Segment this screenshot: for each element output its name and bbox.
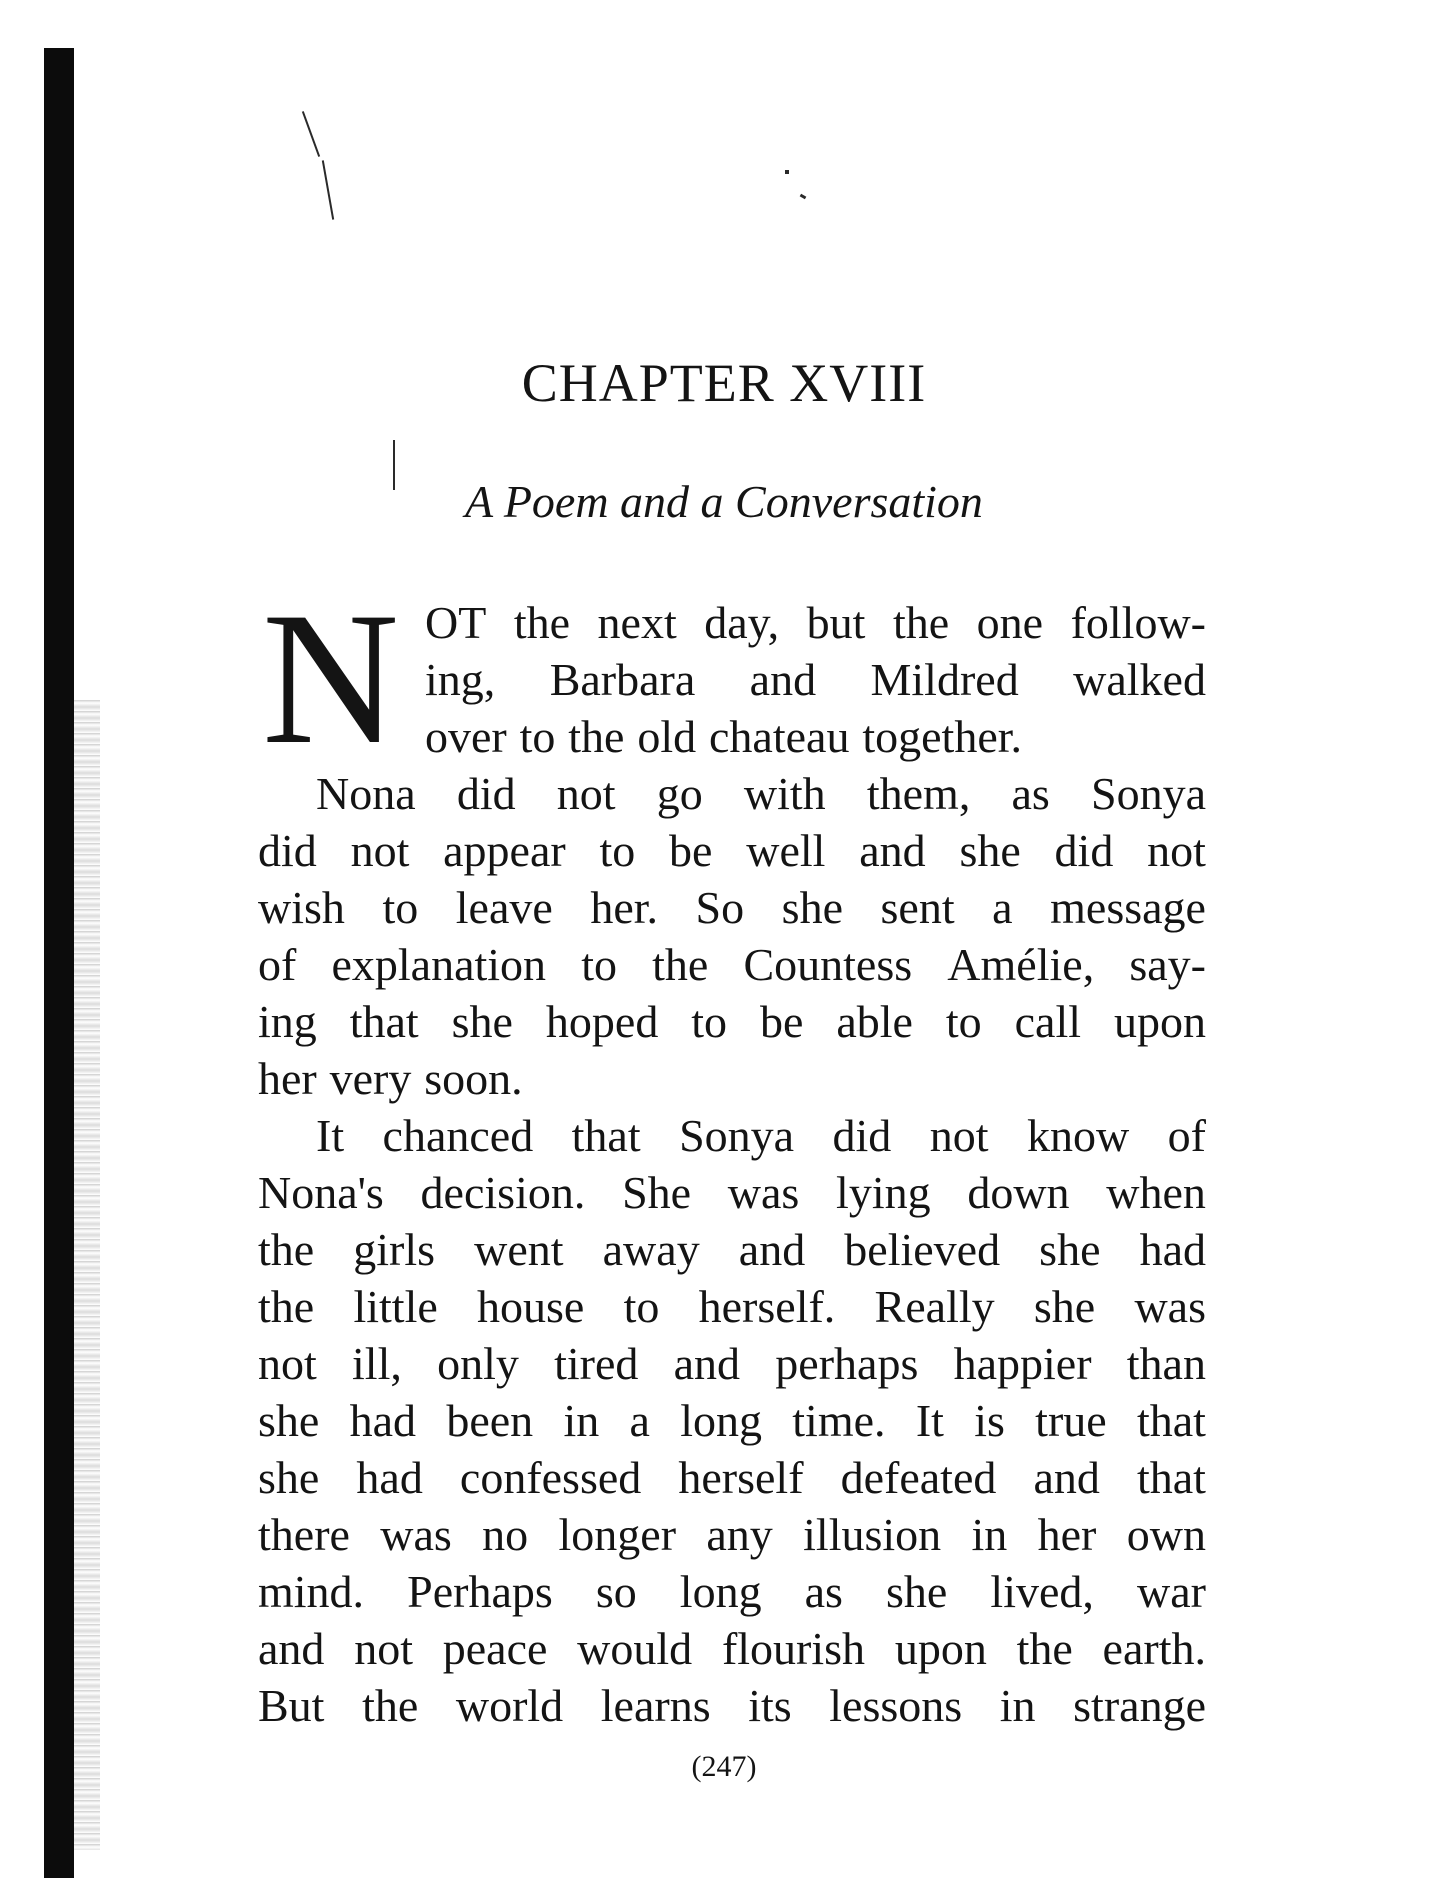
word: as (804, 1566, 843, 1617)
word: lessons (829, 1680, 963, 1731)
word: soon. (424, 1053, 523, 1104)
word: the (652, 939, 709, 990)
word: It (915, 1395, 944, 1446)
word: believed (844, 1224, 1001, 1275)
word: she (258, 1452, 320, 1503)
word: walked (1073, 654, 1206, 705)
scan-dust-mark (302, 111, 320, 157)
word: she (886, 1566, 948, 1617)
word: had (356, 1452, 423, 1503)
scan-dust-mark (322, 160, 334, 219)
word: a (629, 1395, 650, 1446)
word: to (519, 711, 556, 762)
word: there (258, 1509, 350, 1560)
word: when (1106, 1167, 1206, 1218)
text-line (258, 1677, 1206, 1734)
word: follow- (1070, 597, 1206, 648)
text-line (425, 594, 1206, 651)
word: did (832, 1110, 892, 1161)
word: to (599, 825, 636, 876)
word: would (577, 1623, 693, 1674)
text-line (258, 822, 1206, 879)
text-line (258, 1221, 1206, 1278)
word: house (477, 1281, 585, 1332)
word: leave (455, 882, 553, 933)
word: was (1134, 1281, 1206, 1332)
word: not (350, 825, 410, 876)
word: in (999, 1680, 1036, 1731)
word: that (1136, 1452, 1206, 1503)
word: had (349, 1395, 417, 1446)
word: Nona (316, 768, 416, 819)
text-line (258, 1107, 1206, 1164)
word: its (748, 1680, 792, 1731)
text-line (258, 1620, 1206, 1677)
word: went (474, 1224, 564, 1275)
word: Amélie, (947, 939, 1095, 990)
word: Sonya (1091, 768, 1206, 819)
word: flourish (721, 1623, 866, 1674)
word: decision. (420, 1167, 586, 1218)
word: she (1039, 1224, 1101, 1275)
word: time. (792, 1395, 886, 1446)
word: as (1011, 768, 1050, 819)
word: Perhaps (407, 1566, 553, 1617)
word: world (455, 1680, 564, 1731)
word: perhaps (775, 1338, 919, 1389)
word: well (746, 825, 826, 876)
word: lying (836, 1167, 931, 1218)
text-line (258, 1050, 1206, 1107)
chapter-title: CHAPTER XVIII (521, 353, 927, 413)
word: So (695, 882, 745, 933)
word: happier (953, 1338, 1092, 1389)
word: in (971, 1509, 1008, 1560)
word: she (1033, 1281, 1096, 1332)
word: and (738, 1224, 806, 1275)
word: she (451, 996, 513, 1047)
word: appear (443, 825, 566, 876)
word: a (992, 882, 1013, 933)
word: down (967, 1167, 1070, 1218)
word: any (706, 1509, 773, 1560)
word: Barbara (549, 654, 696, 705)
word: away (602, 1224, 700, 1275)
word: earth. (1102, 1623, 1206, 1674)
word: tired (554, 1338, 639, 1389)
word: old (637, 711, 697, 762)
scan-dust-mark (800, 194, 807, 200)
word: the (568, 711, 625, 762)
word: the (258, 1224, 315, 1275)
word: that (1136, 1395, 1206, 1446)
word: sent (880, 882, 955, 933)
word: is (974, 1395, 1005, 1446)
word: Sonya (679, 1110, 795, 1161)
word: she (781, 882, 843, 933)
word: Countess (743, 939, 913, 990)
word: Nona's (258, 1167, 384, 1218)
word: long (679, 1566, 762, 1617)
word: together. (862, 711, 1023, 762)
word: confessed (459, 1452, 642, 1503)
word: the (258, 1281, 315, 1332)
word: the (892, 597, 950, 648)
word: day, (704, 597, 780, 648)
word: the (513, 597, 571, 648)
text-line (258, 1392, 1206, 1449)
word: her (258, 1053, 317, 1104)
word: did (456, 768, 516, 819)
word: to (691, 996, 728, 1047)
word: that (571, 1110, 641, 1161)
word: OT (425, 597, 487, 648)
text-line (425, 651, 1206, 708)
word: next (597, 597, 677, 648)
word: lived, (990, 1566, 1094, 1617)
word: not (556, 768, 616, 819)
text-line (258, 1335, 1206, 1392)
word: upon (894, 1623, 987, 1674)
text-line (258, 936, 1206, 993)
word: not (258, 1338, 317, 1389)
word: with (743, 768, 826, 819)
word: and (258, 1623, 325, 1674)
word: But (258, 1680, 325, 1731)
text-line (258, 765, 1206, 822)
word: was (727, 1167, 800, 1218)
word: only (437, 1338, 519, 1389)
word: able (836, 996, 913, 1047)
word: little (353, 1281, 438, 1332)
word: did (1054, 825, 1114, 876)
word: It (316, 1110, 345, 1161)
word: chateau (709, 711, 850, 762)
word: longer (558, 1509, 677, 1560)
text-line (425, 708, 1206, 765)
word: of (258, 939, 297, 990)
word: know (1026, 1110, 1130, 1161)
word: of (1167, 1110, 1206, 1161)
text-line (258, 1164, 1206, 1221)
word: her. (590, 882, 659, 933)
word: very (329, 1053, 412, 1104)
word: illusion (803, 1509, 942, 1560)
word: She (622, 1167, 692, 1218)
word: not (354, 1623, 413, 1674)
word: mind. (258, 1566, 365, 1617)
word: defeated (840, 1452, 997, 1503)
word: and (673, 1338, 741, 1389)
opening-paragraph (258, 574, 1206, 784)
word: and (859, 825, 926, 876)
text-line (258, 1563, 1206, 1620)
scan-dust-mark (785, 170, 789, 174)
word: ill, (352, 1338, 402, 1389)
word: to (623, 1281, 660, 1332)
word: and (749, 654, 817, 705)
word: ing, (425, 654, 496, 705)
word: Mildred (870, 654, 1019, 705)
text-line (258, 993, 1206, 1050)
word: one (976, 597, 1044, 648)
word: peace (442, 1623, 548, 1674)
word: over (425, 711, 507, 762)
word: to (382, 882, 419, 933)
word: to (581, 939, 617, 990)
word: ing (258, 996, 317, 1047)
paragraph (258, 765, 1206, 1107)
word: be (759, 996, 804, 1047)
word: the (362, 1680, 419, 1731)
word: wish (258, 882, 345, 933)
scan-binding-edge (44, 48, 74, 1878)
body-text (258, 574, 1206, 1734)
word: long (680, 1395, 762, 1446)
word: not (929, 1110, 989, 1161)
word: her (1037, 1509, 1097, 1560)
word: explanation (331, 939, 547, 990)
word: hoped (545, 996, 659, 1047)
word: that (349, 996, 419, 1047)
chapter-subtitle: A Poem and a Conversation (465, 476, 983, 527)
word: herself (678, 1452, 804, 1503)
word: own (1126, 1509, 1206, 1560)
word: learns (600, 1680, 711, 1731)
text-line (258, 1506, 1206, 1563)
word: girls (353, 1224, 436, 1275)
word: than (1126, 1338, 1206, 1389)
text-line (258, 1449, 1206, 1506)
word: did (258, 825, 317, 876)
word: herself. (698, 1281, 836, 1332)
paragraph (258, 1107, 1206, 1734)
word: message (1050, 882, 1206, 933)
word: upon (1113, 996, 1206, 1047)
word: was (380, 1509, 452, 1560)
word: go (656, 768, 703, 819)
word: war (1136, 1566, 1206, 1617)
opening-lines (425, 594, 1206, 765)
word: been (446, 1395, 534, 1446)
word: them, (866, 768, 971, 819)
word: had (1139, 1224, 1206, 1275)
word: true (1035, 1395, 1107, 1446)
word: be (669, 825, 713, 876)
word: Really (874, 1281, 995, 1332)
word: so (595, 1566, 637, 1617)
word: say- (1129, 939, 1206, 990)
word: strange (1073, 1680, 1206, 1731)
word: the (1016, 1623, 1073, 1674)
word: chanced (382, 1110, 534, 1161)
text-line (258, 879, 1206, 936)
word: in (563, 1395, 600, 1446)
word: no (482, 1509, 529, 1560)
word: she (959, 825, 1021, 876)
page-number: (247) (691, 1750, 757, 1783)
text-line (258, 1278, 1206, 1335)
word: not (1147, 825, 1206, 876)
word: she (258, 1395, 320, 1446)
word: to (945, 996, 982, 1047)
drop-cap: N (262, 574, 400, 784)
word: call (1014, 996, 1082, 1047)
word: and (1033, 1452, 1100, 1503)
scan-binding-shadow (74, 700, 100, 1850)
word: but (806, 597, 866, 648)
